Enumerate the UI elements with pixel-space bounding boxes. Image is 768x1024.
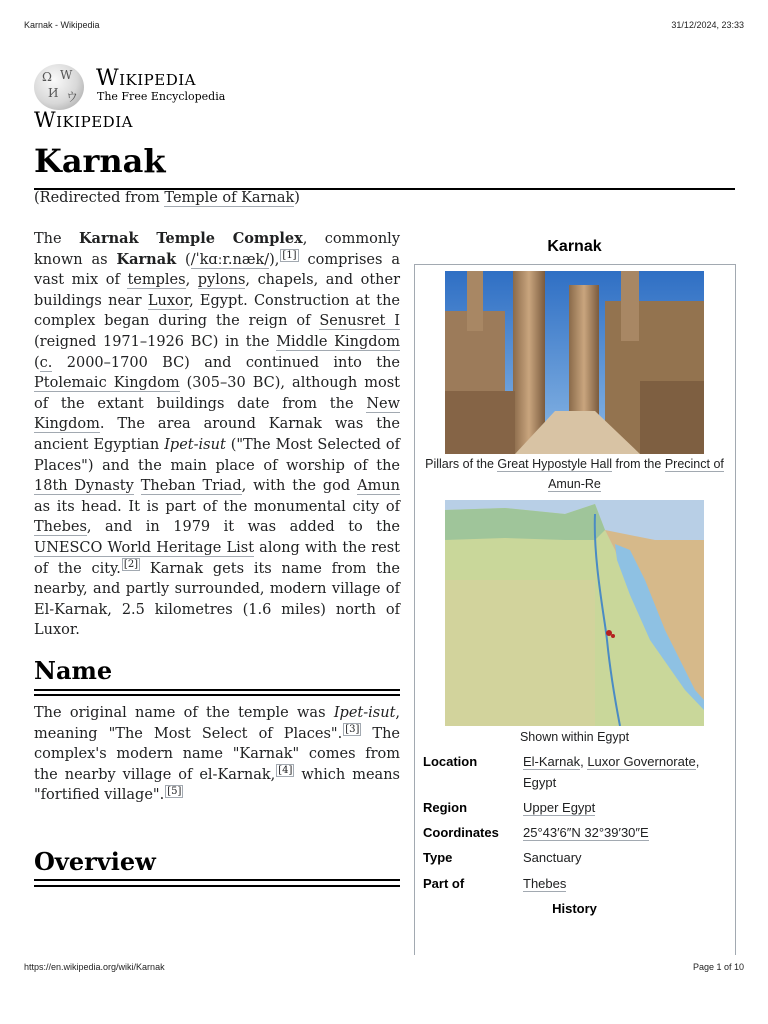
link-circa[interactable]: c.	[39, 354, 53, 371]
link-new-kingdom[interactable]: New Kingdom	[34, 395, 400, 433]
link-senusret[interactable]: Senusret I	[319, 313, 400, 330]
bold-term: Karnak	[116, 250, 177, 268]
link-great-hypostyle-hall[interactable]: Great Hypostyle Hall	[497, 457, 613, 471]
link-thebes[interactable]: Thebes	[34, 519, 87, 536]
intro-paragraph: The Karnak Temple Complex, commonly known as Karnak (/ˈkɑːr.næk/), [1] comprises a vast mix of temples, pylons, chapels, and other buildings near Luxor, Egypt. Construction at the complex began during the reign of Senusret I (reigned 1971–1926 BC) in the Middle Kingdom (c. 2000–1700 BC) and continued into the Ptolemaic Kingdom (305–30 BC), although most of the extant buildings date from the New Kingdom. The area around Karnak was the ancient Egyptian Ipet-isut ("The Most Selected of Places") and the main place of worship of the 18th Dynasty Theban Triad, with the god Amun as its head. It is part of the monumental city of Thebes, and in 1979 it was added to the UNESCO World Heritage List along with the rest of the city. [2] Karnak gets its name from the nearby, and partly surrounded, modern village of El-Karnak, 2.5 kilometres (1.6 miles) north of Luxor.	[34, 230, 401, 639]
citation-link[interactable]: [3]	[345, 723, 360, 735]
link-precinct-amun-re[interactable]: Precinct of Amun-Re	[548, 457, 724, 491]
link-theban-triad[interactable]: Theban Triad	[140, 478, 242, 495]
link-luxor[interactable]: Luxor	[147, 292, 190, 309]
print-footer-url: https://en.wikipedia.org/wiki/Karnak	[24, 962, 165, 972]
section-divider	[34, 694, 400, 696]
section-divider	[34, 879, 400, 881]
redirect-notice: (Redirected from Temple of Karnak)	[34, 190, 300, 206]
citation-link[interactable]: [5]	[167, 785, 182, 797]
ipa-link[interactable]: /ˈkɑːr.næk/	[190, 251, 270, 268]
infobox-value: Sanctuary	[523, 850, 582, 865]
link-unesco[interactable]: UNESCO World Heritage List	[34, 539, 255, 556]
link-thebes-infobox[interactable]: Thebes	[523, 876, 567, 891]
photo-caption: Pillars of the Great Hypostyle Hall from the Precinct of Amun-Re	[425, 457, 724, 491]
infobox-label: Type	[423, 850, 453, 865]
citation-link[interactable]: [1]	[282, 249, 297, 261]
link-luxor-governorate[interactable]: Luxor Governorate	[587, 754, 696, 769]
infobox-history-heading: History	[552, 901, 597, 916]
print-footer-page: Page 1 of 10	[692, 962, 744, 972]
infobox-label: Region	[423, 800, 468, 815]
link-pylons[interactable]: pylons	[197, 272, 246, 289]
section-divider	[34, 885, 400, 887]
redirect-link[interactable]: Temple of Karnak	[164, 190, 295, 206]
italic-term: Ipet-isut	[333, 705, 396, 721]
link-amun[interactable]: Amun	[357, 478, 400, 495]
wikipedia-wordmark-secondary[interactable]: Wikipedia	[34, 108, 133, 132]
map-caption: Shown within Egypt	[519, 730, 630, 744]
infobox-title: Karnak	[547, 238, 602, 255]
citation-link[interactable]: [2]	[123, 558, 139, 570]
infobox-label: Location	[423, 754, 478, 769]
bold-term: Karnak Temple Complex	[78, 230, 303, 247]
link-temples[interactable]: temples	[127, 272, 186, 289]
link-ptolemaic[interactable]: Ptolemaic Kingdom	[34, 375, 180, 392]
print-header-datetime: 31/12/2024, 23:33	[671, 20, 744, 30]
name-paragraph: The original name of the temple was Ipet-isut, meaning "The Most Select of Places". [3] The complex's modern name "Karnak" comes from the nearby village of el-Karnak, [4] which means "fortified village". [5]	[34, 705, 401, 804]
section-heading-overview: Overview	[34, 847, 156, 876]
link-middle-kingdom[interactable]: Middle Kingdom	[276, 333, 400, 350]
infobox-label: Part of	[423, 876, 465, 891]
italic-term: Ipet-isut	[164, 436, 226, 453]
infobox-value: El-Karnak, Luxor Governorate, Egypt	[523, 754, 700, 790]
link-upper-egypt[interactable]: Upper Egypt	[523, 800, 596, 815]
link-coordinates[interactable]: 25°43′6″N 32°39′30″E	[523, 825, 649, 840]
wikipedia-wordmark[interactable]: Wikipedia	[96, 66, 196, 91]
page-title: Karnak	[34, 142, 166, 180]
citation-link[interactable]: [4]	[278, 764, 293, 776]
egypt-locator-map[interactable]	[445, 500, 704, 726]
wikipedia-globe-icon[interactable]: Ω W И ウ	[34, 64, 84, 110]
link-el-karnak[interactable]: El-Karnak	[523, 754, 581, 769]
hypostyle-hall-photo[interactable]	[445, 271, 704, 454]
section-divider	[34, 689, 400, 691]
infobox-label: Coordinates	[423, 825, 499, 840]
print-header-title: Karnak - Wikipedia	[24, 20, 100, 30]
section-heading-name: Name	[34, 656, 113, 685]
wikipedia-tagline: The Free Encyclopedia	[97, 90, 226, 103]
link-18th-dynasty[interactable]: 18th Dynasty	[34, 478, 134, 495]
